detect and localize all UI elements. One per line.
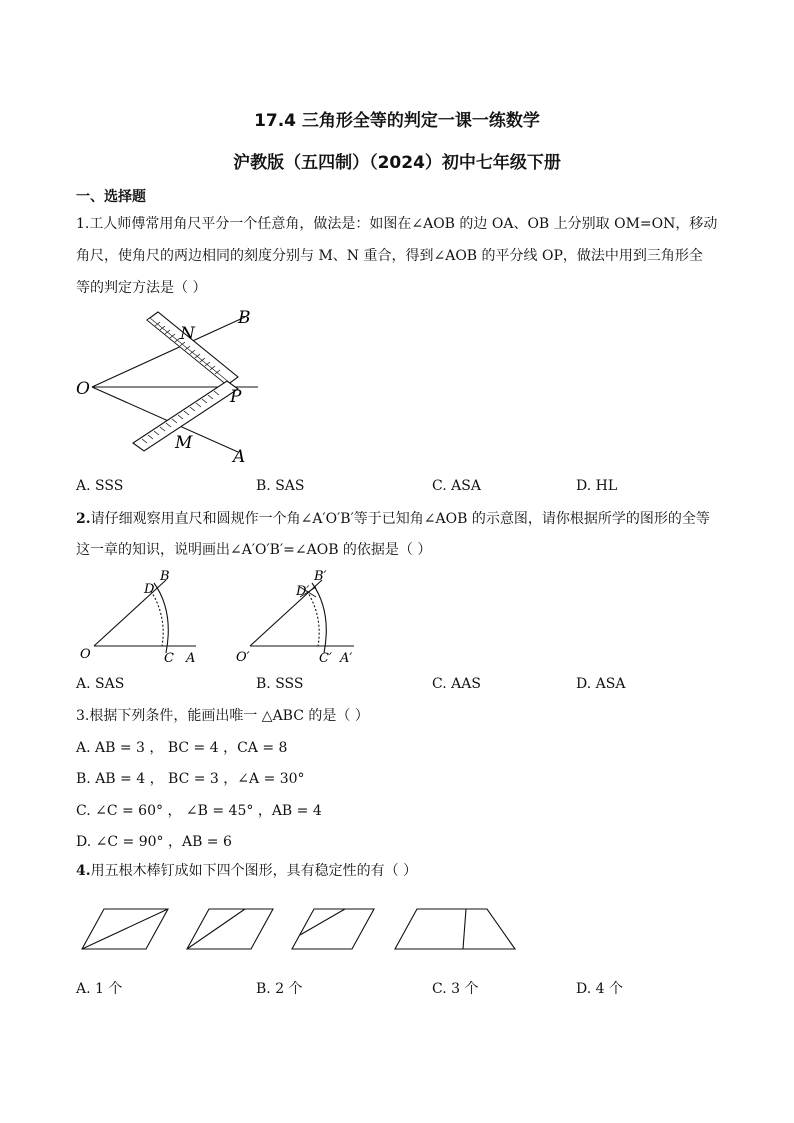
q3-option-c[interactable]: C. ∠C = 60° ， ∠B = 45° ，AB = 4 — [76, 803, 322, 819]
q4-option-d[interactable]: D. 4 个 — [576, 981, 623, 997]
q2-option-c[interactable]: C. AAS — [432, 676, 481, 692]
q4-option-b[interactable]: B. 2 个 — [256, 981, 303, 997]
q2-right-label-a: A′ — [340, 651, 353, 666]
q2-compass-construction-figure — [74, 565, 374, 670]
q2-left-label-a: A — [186, 651, 196, 666]
q1-label-n: N — [180, 324, 195, 344]
q1-option-a[interactable]: A. SSS — [76, 478, 124, 494]
q2-left-label-d: D — [144, 582, 155, 597]
q1-label-p: P — [230, 387, 242, 407]
q1-label-a: A — [233, 447, 246, 467]
q1-stem-line2: 角尺，使角尺的两边相同的刻度分别与 M、N 重合，得到∠AOB 的平分线 OP，做法中用到三角形全 — [76, 248, 703, 264]
q2-left-label-c: C — [164, 651, 174, 666]
q2-right-label-b: B′ — [314, 569, 327, 584]
q1-stem-line1: 1.工人师傅常用角尺平分一个任意角，做法是：如图在∠AOB 的边 OA、OB 上分别取 OM=ON，移动 — [76, 216, 718, 232]
q2-stem-text: 请仔细观察用直尺和圆规作一个角∠A′O′B′等于已知角∠AOB 的示意图，请你根据所学的图形的全等 — [90, 511, 710, 527]
q4-shape-4 — [395, 909, 515, 949]
document-title: 17.4 三角形全等的判定一课一练数学 — [254, 111, 540, 131]
q2-right-label-d: D′ — [296, 584, 310, 599]
q2-left-label-o: O — [80, 647, 91, 662]
q2-option-d[interactable]: D. ASA — [576, 676, 626, 692]
q2-stem-line2: 这一章的知识，说明画出∠A′O′B′=∠AOB 的依据是（ ） — [76, 542, 432, 558]
q4-stem-line — [76, 861, 726, 881]
q2-stem-line1 — [76, 509, 726, 529]
q1-option-b[interactable]: B. SAS — [256, 478, 305, 494]
section-heading: 一、选择题 — [76, 189, 146, 205]
q2-option-a[interactable]: A. SAS — [76, 676, 125, 692]
q2-right-label-o: O′ — [236, 650, 250, 665]
q1-option-d[interactable]: D. HL — [576, 478, 618, 494]
q2-number: 2. — [76, 511, 91, 527]
q1-label-b: B — [238, 308, 251, 328]
q2-option-b[interactable]: B. SSS — [256, 676, 304, 692]
q3-stem: 3.根据下列条件，能画出唯一 △ABC 的是（ ） — [76, 708, 369, 724]
q4-shapes-figure — [78, 905, 528, 955]
q3-option-a[interactable]: A. AB = 3 ， BC = 4 ，CA = 8 — [76, 740, 288, 756]
q1-option-c[interactable]: C. ASA — [432, 478, 481, 494]
q1-angle-ruler-figure — [70, 305, 270, 470]
q1-label-m: M — [175, 433, 193, 453]
q4-option-c[interactable]: C. 3 个 — [432, 981, 479, 997]
q1-label-o: O — [76, 379, 90, 399]
q4-option-a[interactable]: A. 1 个 — [76, 981, 123, 997]
q4-shape-3 — [292, 909, 374, 949]
q4-stem-text: 用五根木棒钉成如下四个图形，具有稳定性的有（ ） — [90, 863, 418, 879]
q4-number: 4. — [76, 863, 91, 879]
q2-left-label-b: B — [160, 569, 170, 584]
q3-option-b[interactable]: B. AB = 4 ， BC = 3 ，∠A = 30° — [76, 771, 305, 787]
q2-right-label-c: C′ — [319, 651, 332, 666]
q3-option-d[interactable]: D. ∠C = 90° ，AB = 6 — [76, 834, 232, 850]
q1-stem-line3: 等的判定方法是（ ） — [76, 280, 207, 296]
document-subtitle: 沪教版（五四制）（2024）初中七年级下册 — [233, 153, 561, 173]
q4-shape-2 — [187, 909, 273, 949]
